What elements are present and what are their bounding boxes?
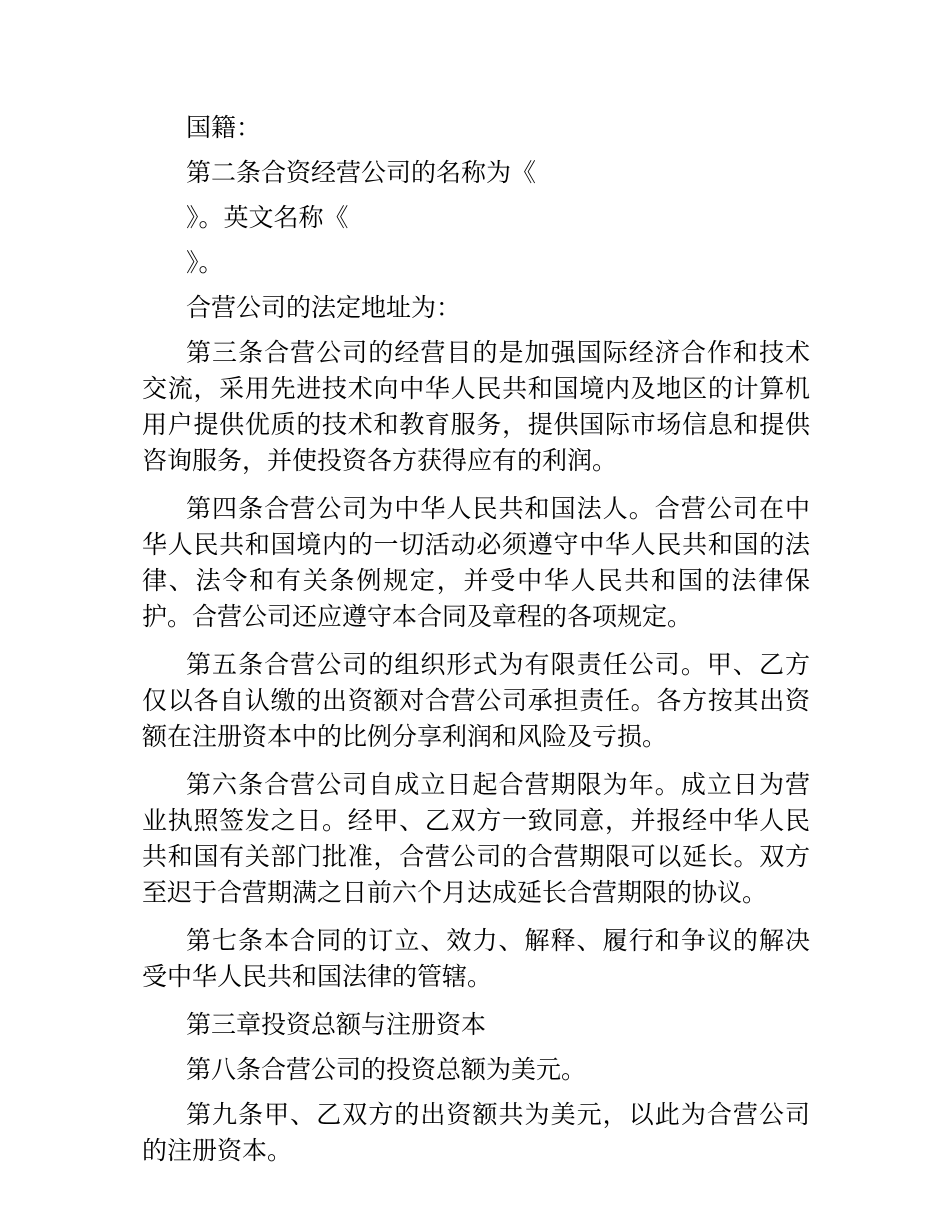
chapter-3-heading: 第三章投资总额与注册资本 bbox=[186, 1010, 487, 1039]
article-8-paragraph: 第八条合营公司的投资总额为美元。 bbox=[186, 1055, 587, 1084]
article-6-paragraph: 第六条合营公司自成立日起合营期限为年。成立日为营业执照签发之日。经甲、乙双方一致同意，并报经中华人民共和国有关部门批准，合营公司的合营期限可以延长。双方至迟于合营期满之日前六个月达成延长合营期限的协议。 bbox=[142, 770, 810, 907]
article-4-paragraph: 第四条合营公司为中华人民共和国法人。合营公司在中华人民共和国境内的一切活动必须遵守中华人民共和国的法律、法令和有关条例规定，并受中华人民共和国的法律保护。合营公司还应遵守本合同及章程的各项规定。 bbox=[142, 494, 810, 631]
document-page bbox=[142, 110, 810, 1181]
article-5-paragraph: 第五条合营公司的组织形式为有限责任公司。甲、乙方仅以各自认缴的出资额对合营公司承担责任。各方按其出资额在注册资本中的比例分享利润和风险及亏损。 bbox=[142, 650, 810, 751]
article-2-name-line: 第二条合资经营公司的名称为《 bbox=[186, 158, 537, 187]
article-2-closing-line: 》。 bbox=[186, 248, 224, 277]
article-2-english-name-line: 》。英文名称《 bbox=[186, 203, 349, 232]
nationality-line: 国籍： bbox=[186, 113, 262, 142]
article-7-paragraph: 第七条本合同的订立、效力、解释、履行和争议的解决受中华人民共和国法律的管辖。 bbox=[142, 926, 810, 991]
legal-address-line: 合营公司的法定地址为： bbox=[186, 293, 462, 322]
article-9-paragraph: 第九条甲、乙双方的出资额共为美元，以此为合营公司的注册资本。 bbox=[142, 1100, 810, 1165]
article-3-paragraph: 第三条合营公司的经营目的是加强国际经济合作和技术交流，采用先进技术向中华人民共和国境内及地区的计算机用户提供优质的技术和教育服务，提供国际市场信息和提供咨询服务，并使投资各方获得应有的利润。 bbox=[142, 338, 810, 475]
